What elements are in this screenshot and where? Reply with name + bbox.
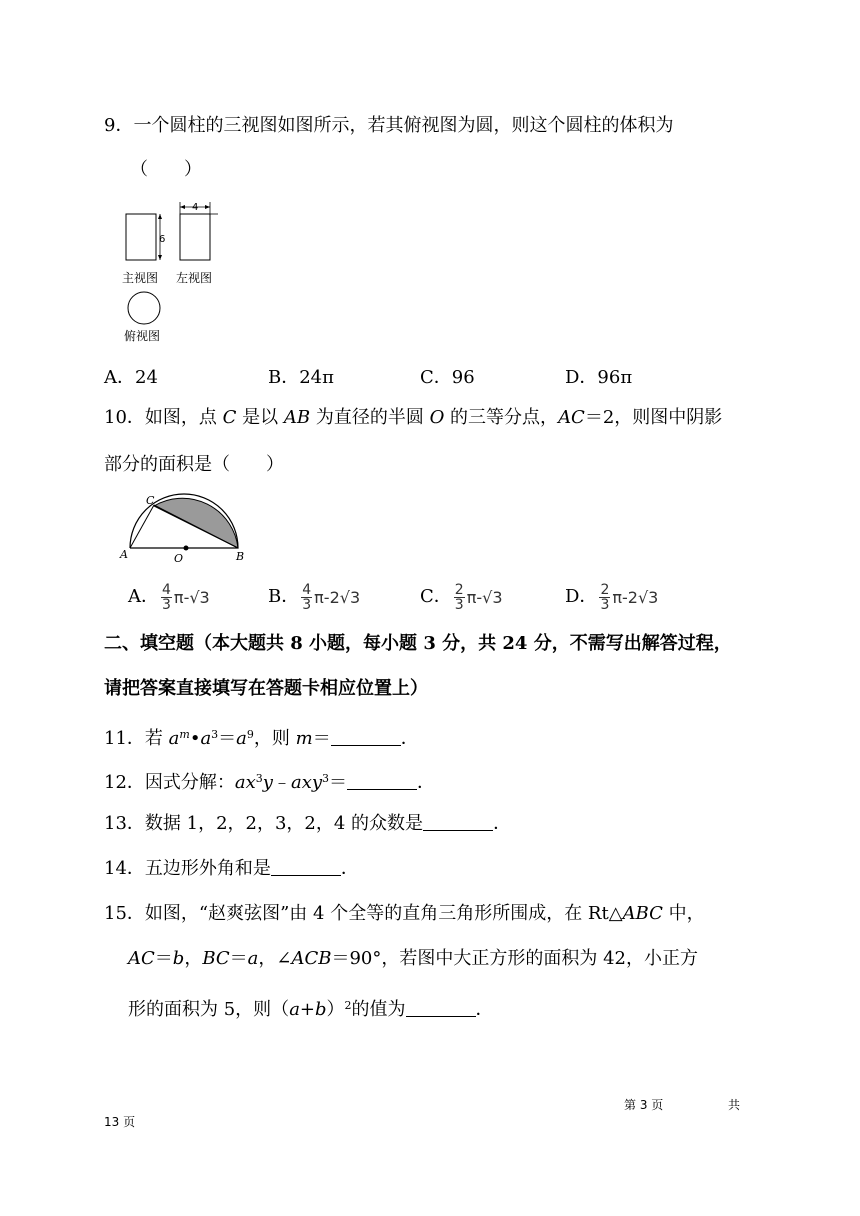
label-o: O <box>174 552 184 564</box>
q10-stem-line2: 部分的面积是（ ） <box>104 454 284 475</box>
footer-total-a: 共 <box>728 1098 741 1112</box>
q14: 14．五边形外角和是 ． <box>104 858 359 879</box>
q10-stem-line1: 10．如图，点 C 是以 AB 为直径的半圆 O 的三等分点，AC＝2，则图中阴影 <box>104 407 723 428</box>
q10-option-a: A． $\frac{4}{3}$ π-√3 <box>128 582 210 613</box>
q11-answer-blank[interactable] <box>331 727 401 746</box>
q13-answer-blank[interactable] <box>423 812 493 831</box>
label-b: B <box>236 550 245 563</box>
q10-option-c: C． $\frac{2}{3}$ π-√3 <box>420 582 503 613</box>
q15-line1: 15．如图，“赵爽弦图”由 4 个全等的直角三角形所围成，在 Rt△ABC 中， <box>104 903 705 924</box>
label-a: A <box>120 548 128 561</box>
chord-ac <box>130 505 154 548</box>
front-view-label: 主视图 <box>122 271 159 285</box>
q9-paren: （ ） <box>130 159 202 180</box>
q9-option-b: B．24π <box>268 367 334 388</box>
q14-answer-blank[interactable] <box>271 857 341 876</box>
q9-stem: 9．一个圆柱的三视图如图所示，若其俯视图为圆，则这个圆柱的体积为 <box>104 115 674 136</box>
width-dim-label: 4 <box>192 202 199 213</box>
top-view-label: 俯视图 <box>124 329 161 343</box>
q11: 11．若 $a^m•a^3=a^9$，则 m＝ ． <box>104 728 419 749</box>
shaded-region <box>154 498 238 548</box>
q9-option-d: D．96π <box>565 367 633 388</box>
section2-heading-line2: 请把答案直接填写在答题卡相应位置上） <box>104 678 428 699</box>
left-view-label: 左视图 <box>176 271 213 285</box>
q10-semicircle-figure <box>118 492 258 564</box>
q12: 12．因式分解：$ax^3y﹣axy^3=$ ． <box>104 772 436 793</box>
q9-option-a: A．24 <box>104 367 158 388</box>
label-c: C <box>146 494 155 507</box>
footer-page-number: 第 3 页 <box>624 1098 664 1112</box>
q10-option-d: D． $\frac{2}{3}$ π-2√3 <box>565 582 659 613</box>
q13: 13．数据 1，2，2，3，2，4 的众数是 ． <box>104 813 512 834</box>
q12-answer-blank[interactable] <box>347 771 417 790</box>
center-o-dot <box>184 546 189 551</box>
q15-line3: 形的面积为 5，则$(a+b)^2$的值为 ． <box>128 999 494 1020</box>
q9-three-views-figure <box>118 196 228 346</box>
q15-answer-blank[interactable] <box>406 998 476 1017</box>
q9-option-c: C．96 <box>420 367 475 388</box>
front-view-rect <box>126 214 156 260</box>
left-view-rect <box>180 214 210 260</box>
q15-line2: AC＝b，BC＝a，∠ACB＝90°，若图中大正方形的面积为 42，小正方 <box>128 948 699 969</box>
top-view-circle <box>128 292 160 324</box>
section2-heading-line1: 二、填空题（本大题共 8 小题，每小题 3 分，共 24 分，不需写出解答过程， <box>104 633 732 654</box>
q10-option-b: B． $\frac{4}{3}$ π-2√3 <box>268 582 361 613</box>
height-dim-label: 6 <box>159 234 166 245</box>
footer-total-b: 13 页 <box>104 1115 136 1129</box>
